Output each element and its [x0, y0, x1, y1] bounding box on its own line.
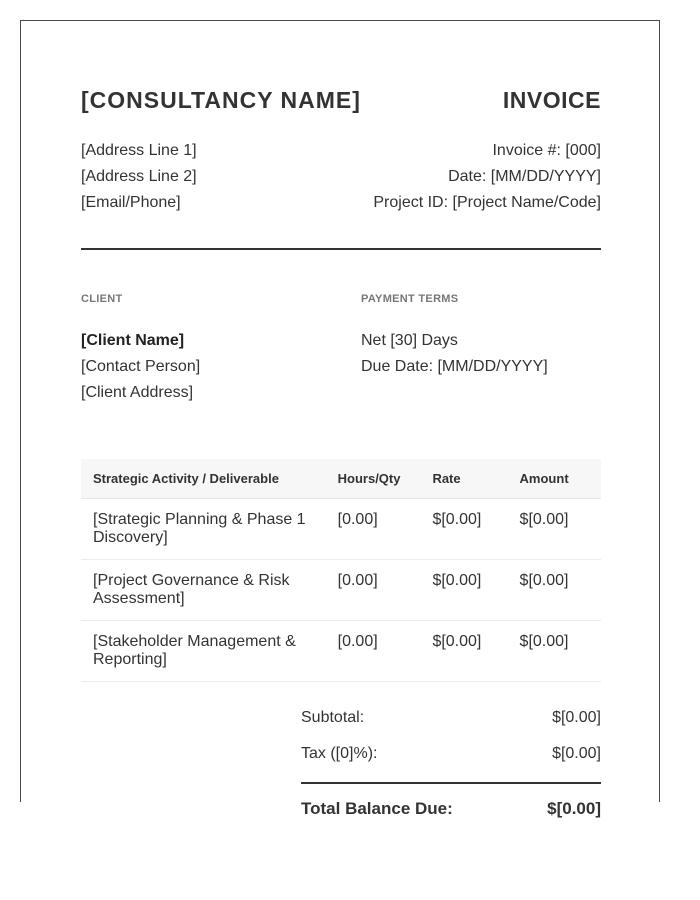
company-name: [CONSULTANCY NAME]: [81, 87, 361, 113]
client-name: [Client Name]: [81, 332, 185, 349]
row-rate: $[0.00]: [420, 560, 507, 621]
payment-terms-section-label: PAYMENT TERMS: [361, 293, 459, 305]
row-rate: $[0.00]: [420, 621, 507, 682]
totals-divider: [301, 782, 601, 784]
row-qty: [0.00]: [326, 560, 421, 621]
row-amount: $[0.00]: [508, 560, 601, 621]
row-amount: $[0.00]: [508, 499, 601, 560]
payment-terms-value: Net [30] Days: [361, 332, 458, 349]
table-row: [81, 499, 601, 560]
subtotal-value: $[0.00]: [552, 709, 601, 726]
subtotal-row: [301, 709, 601, 745]
row-description: [Stakeholder Management & Reporting]: [81, 621, 326, 682]
header-hours-qty: Hours/Qty: [326, 459, 421, 499]
header-description: Strategic Activity / Deliverable: [81, 459, 326, 499]
tax-row: [301, 745, 601, 781]
client-block: [81, 328, 200, 406]
invoice-date: Date: [MM/DD/YYYY]: [448, 168, 601, 185]
row-amount: $[0.00]: [508, 621, 601, 682]
company-contact: [Email/Phone]: [81, 194, 181, 211]
invoice-header: [81, 87, 601, 117]
header-amount: Amount: [508, 459, 601, 499]
row-rate: $[0.00]: [420, 499, 507, 560]
invoice-number: Invoice #: [000]: [492, 142, 601, 159]
project-id: Project ID: [Project Name/Code]: [373, 194, 601, 211]
row-description: [Strategic Planning & Phase 1 Discovery]: [81, 499, 326, 560]
line-items-table: [81, 459, 601, 682]
company-address-block: [81, 138, 197, 216]
table-row: [81, 621, 601, 682]
tax-value: $[0.00]: [552, 745, 601, 762]
payment-terms-block: [361, 328, 548, 380]
client-section-label: CLIENT: [81, 293, 123, 305]
address-line-2: [Address Line 2]: [81, 168, 197, 185]
subtotal-label: Subtotal:: [301, 709, 365, 726]
row-qty: [0.00]: [326, 621, 421, 682]
invoice-title: INVOICE: [502, 87, 601, 113]
table-row: [81, 560, 601, 621]
totals-block: [301, 709, 601, 818]
client-address: [Client Address]: [81, 384, 194, 401]
header-rate: Rate: [420, 459, 507, 499]
total-due-label: Total Balance Due:: [301, 799, 453, 818]
row-qty: [0.00]: [326, 499, 421, 560]
invoice-page: [20, 20, 660, 818]
row-description: [Project Governance & Risk Assessment]: [81, 560, 326, 621]
address-line-1: [Address Line 1]: [81, 142, 197, 159]
table-header-row: [81, 459, 601, 499]
tax-label: Tax ([0]%):: [301, 745, 378, 762]
total-due-value: $[0.00]: [547, 799, 601, 818]
client-contact-person: [Contact Person]: [81, 358, 201, 375]
header-divider: [81, 248, 601, 250]
due-date: Due Date: [MM/DD/YYYY]: [361, 358, 548, 375]
invoice-meta-block: [373, 138, 601, 216]
